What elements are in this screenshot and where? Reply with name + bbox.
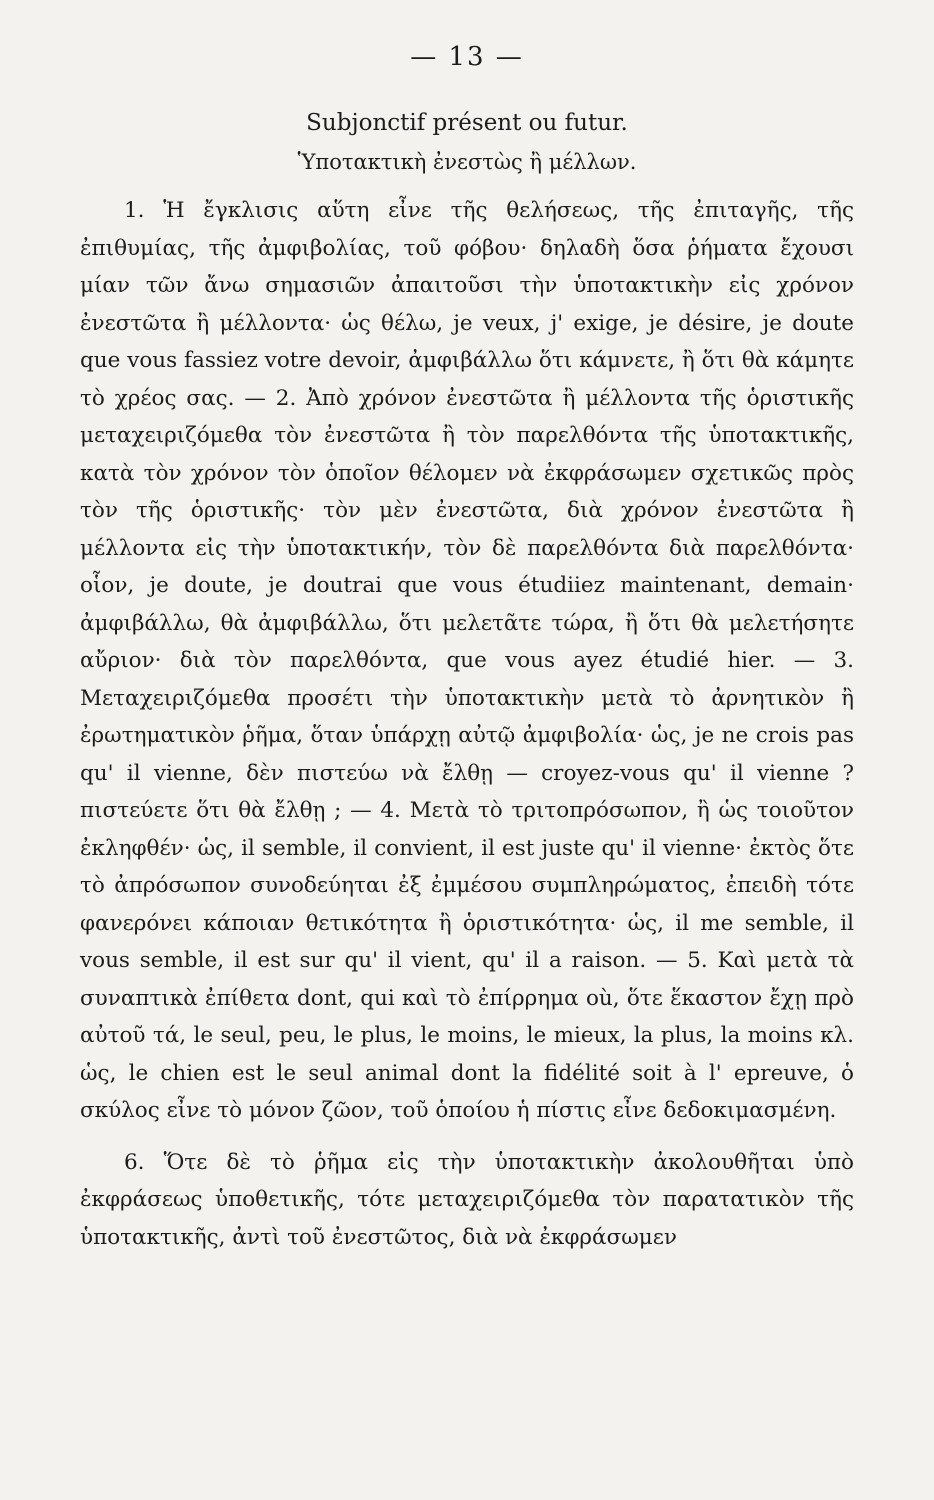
section-heading-greek: Ὑποτακτικὴ ἐνεστὼς ἢ μέλλων. [297,150,637,174]
section-heading-french: Subjonctif présent ou futur. [306,110,628,136]
body-text [80,192,854,1256]
paragraph-rule-6: 6. Ὅτε δὲ τὸ ῥῆμα εἰς τὴν ὑποτακτικὴν ἀκολουθῆται ὑπὸ ἐκφράσεως ὑποθετικῆς, τότε μεταχειριζόμεθα τὸν παρατατικὸν τῆς ὑποτακτικῆς, ἀντὶ τοῦ ἐνεστῶτος, διὰ νὰ ἐκφράσωμεν [80,1149,854,1250]
paragraph-rules-1-5: 1. Ἡ ἔγκλισις αὕτη εἶνε τῆς θελήσεως, τῆς ἐπιταγῆς, τῆς ἐπιθυμίας, τῆς ἀμφιβολίας, τοῦ φόβου· δηλαδὴ ὅσα ῥήματα ἔχουσι μίαν τῶν ἄνω σημασιῶν ἀπαιτοῦσι τὴν ὑποτακτικὴν εἰς χρόνον ἐνεστῶτα ἢ μέλλοντα· ὡς θέλω, je veux, j' exige, je désire, je doute que vous fassiez votre devoir, ἀμφιβάλλω ὅτι κάμνετε, ἢ ὅτι θὰ κάμητε τὸ χρέος σας. — 2. Ἀπὸ χρόνον ἐνεστῶτα ἢ μέλλοντα τῆς ὁριστικῆς μεταχειριζόμεθα τὸν ἐνεστῶτα ἢ τὸν παρελθόντα τῆς ὑποτακτικῆς, κατὰ τὸν χρόνον τὸν ὁποῖον θέλομεν νὰ ἐκφράσωμεν σχετικῶς πρὸς τὸν τῆς ὁριστικῆς· τὸν μὲν ἐνεστῶτα, διὰ χρόνον ἐνεστῶτα ἢ μέλλοντα εἰς τὴν ὑποτακτικήν, τὸν δὲ παρελθόντα διὰ παρελθόντα· οἷον, je doute, je doutrai que vous étudiiez maintenant, demain· ἀμφιβάλλω, θὰ ἀμφιβάλλω, ὅτι μελετᾶτε τώρα, ἢ ὅτι θὰ μελετήσητε αὔριον· διὰ τὸν παρελθόντα, que vous ayez étudié hier. — 3. Μεταχειριζόμεθα προσέτι τὴν ὑποτακτικὴν μετὰ τὸ ἀρνητικὸν ἢ ἐρωτηματικὸν ῥῆμα, ὅταν ὑπάρχῃ αὐτῷ ἀμφιβολία· ὡς, je ne crois pas qu' il vienne, δὲν πιστεύω νὰ ἔλθῃ — croyez-vous qu' il vienne ? πιστεύετε ὅτι θὰ ἔλθῃ ; — 4. Μετὰ τὸ τριτοπρόσωπον, ἢ ὡς τοιοῦτον ἐκληφθέν· ὡς, il semble, il convient, il est juste qu' il vienne· ἐκτὸς ὅτε τὸ ἀπρόσωπον συνοδεύηται ἐξ ἐμμέσου συμπληρώματος, ἐπειδὴ τότε φανερόνει κάποιαν θετικότητα ἢ ὁριστικότητα· ὡς, il me semble, il vous semble, il est sur qu' il vient, qu' il a raison. — 5. Καὶ μετὰ τὰ συναπτικὰ ἐπίθετα dont, qui καὶ τὸ ἐπίρρημα où, ὅτε ἕκαστον ἔχῃ πρὸ αὐτοῦ τά, le seul, peu, le plus, le moins, le mieux, la plus, la moins κλ. ὡς, le chien est le seul animal dont la fidélité soit à l' epreuve, ὁ σκύλος εἶνε τὸ μόνον ζῶον, τοῦ ὁποίου ἡ πίστις εἶνε δεδοκιμασμένη. [80,198,854,1123]
page-number: — 13 — [410,42,524,72]
